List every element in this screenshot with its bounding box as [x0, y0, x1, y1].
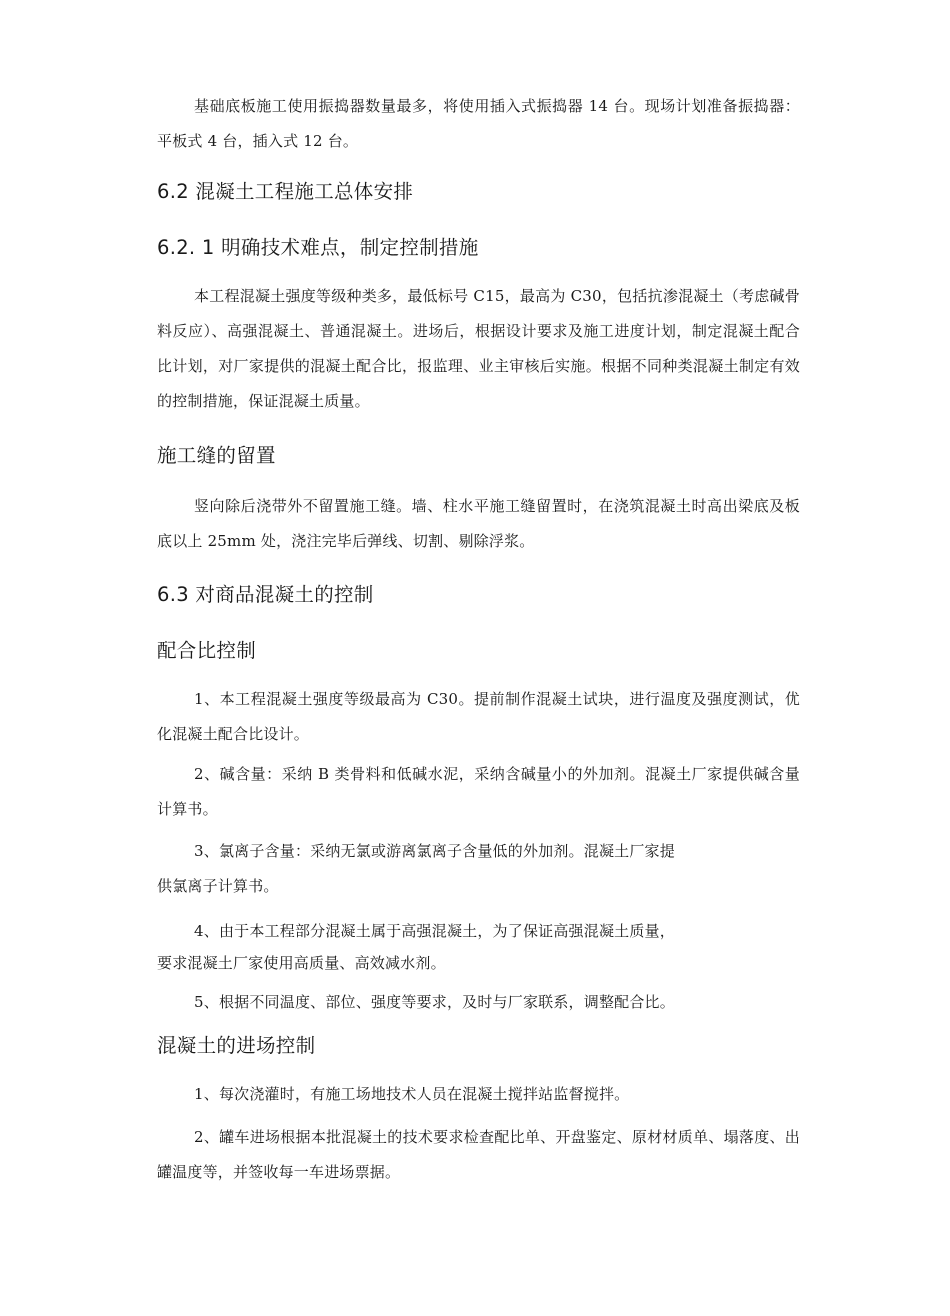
paragraph-entry-item-1: 1、每次浇灌时，有施工场地技术人员在混凝土搅拌站监督搅拌。	[194, 1085, 630, 1103]
paragraph-mix-item-5: 5、根据不同温度、部位、强度等要求，及时与厂家联系，调整配合比。	[194, 993, 675, 1011]
paragraph-mix-item-3-cont: 供氯离子计算书。	[157, 877, 279, 895]
heading-entry-control: 混凝土的进场控制	[157, 1034, 316, 1057]
subsection-heading-6-2-1: 6.2. 1 明确技术难点，制定控制措施	[157, 236, 479, 259]
section-heading-6-3: 6.3 对商品混凝土的控制	[157, 583, 374, 606]
heading-mix-ratio-control: 配合比控制	[157, 639, 257, 662]
paragraph-mix-item-4: 4、由于本工程部分混凝土属于高强混凝土，为了保证高强混凝土质量，	[194, 922, 675, 940]
paragraph-vibrators: 基础底板施工使用振捣器数量最多，将使用插入式振捣器 14 台。现场计划准备振捣器：平板式 4 台，插入式 12 台。	[157, 97, 800, 150]
paragraph-entry-item-2: 2、罐车进场根据本批混凝土的技术要求检查配比单、开盘鉴定、原材材质单、塌落度、出罐温度等，并签收每一车进场票据。	[157, 1128, 800, 1181]
paragraph-mix-item-2: 2、碱含量：采纳 B 类骨料和低碱水泥，采纳含碱量小的外加剂。混凝土厂家提供碱含量计算书。	[157, 765, 800, 818]
paragraph-construction-joints: 竖向除后浇带外不留置施工缝。墙、柱水平施工缝留置时，在浇筑混凝土时高出梁底及板底以上 25mm 处，浇注完毕后弹线、切割、剔除浮浆。	[157, 497, 800, 550]
heading-construction-joints: 施工缝的留置	[157, 444, 276, 467]
paragraph-mix-item-1: 1、本工程混凝土强度等级最高为 C30。提前制作混凝土试块，进行温度及强度测试，优化混凝土配合比设计。	[157, 690, 800, 743]
section-heading-6-2: 6.2 混凝土工程施工总体安排	[157, 180, 414, 203]
paragraph-concrete-grades: 本工程混凝土强度等级种类多，最低标号 C15，最高为 C30，包括抗渗混凝土（考虑碱骨料反应）、高强混凝土、普通混凝土。进场后，根据设计要求及施工进度计划，制定混凝土配合比计划，对厂家提供的混凝土配合比，报监理、业主审核后实施。根据不同种类混凝土制定有效的控制措施，保证混凝土质量。	[157, 287, 800, 410]
paragraph-mix-item-3: 3、氯离子含量：采纳无氯或游离氯离子含量低的外加剂。混凝土厂家提	[194, 842, 675, 860]
paragraph-mix-item-4-cont: 要求混凝土厂家使用高质量、高效减水剂。	[157, 954, 446, 972]
